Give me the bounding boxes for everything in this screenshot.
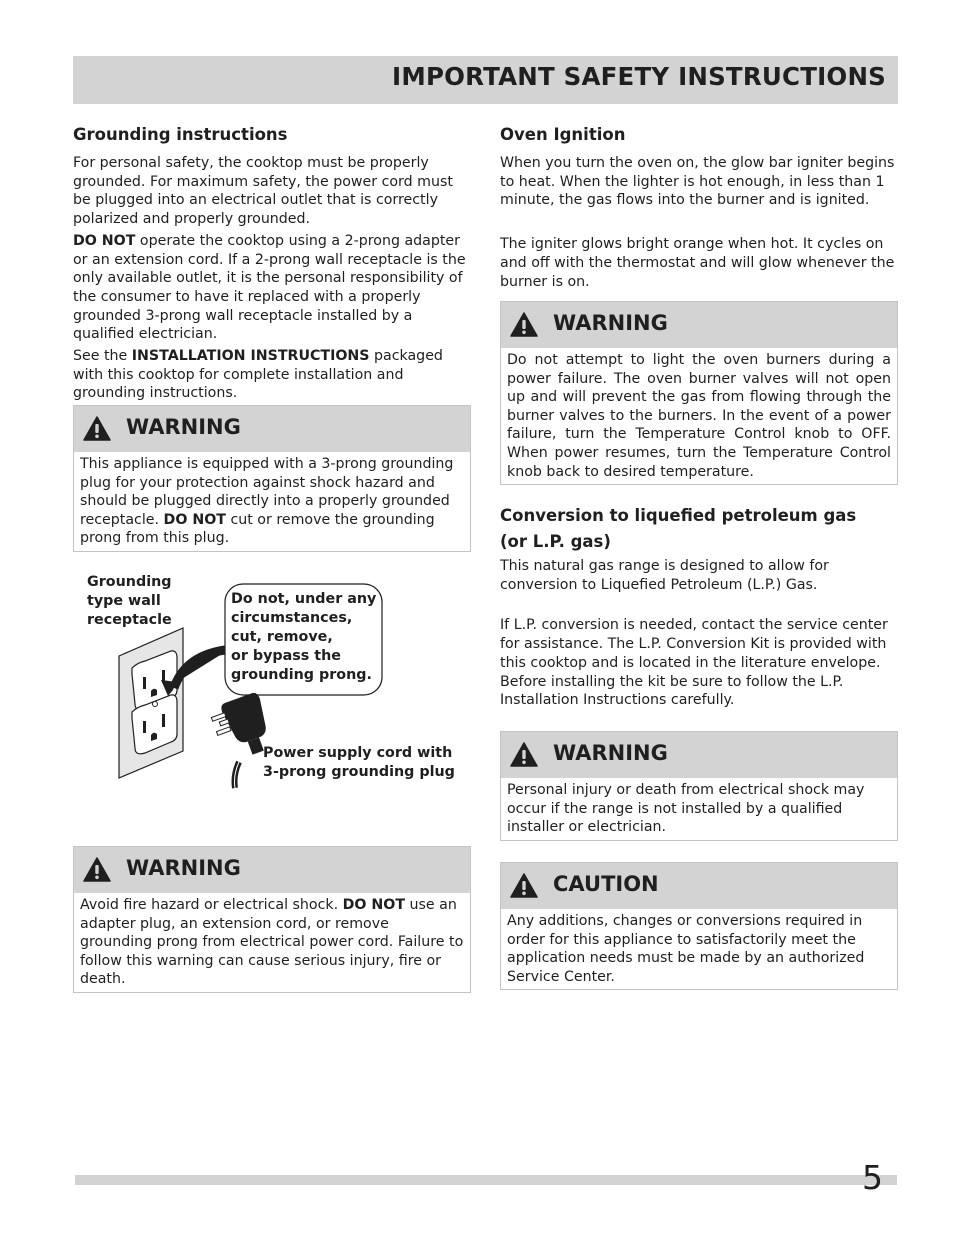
warning-header [74, 847, 470, 893]
warning-text-post: use an adapter plug, an extension cord, or remove grounding prong from electrical power cord. Failure to follow this warning can cause serious injury, fire or death. [80, 897, 464, 988]
caution-box [500, 862, 898, 990]
lp-heading-line: (or L.P. gas) [500, 532, 611, 551]
callout-line: or bypass the [231, 648, 341, 664]
warning-box-electrical-shock [500, 731, 898, 841]
caution-text: Any additions, changes or conversions required in order for this appliance to satisfactorily meet the application needs must be made by an authorized Service Center. [507, 913, 865, 985]
callout-text [231, 590, 376, 685]
grounding-paragraph-3-pre: See the [73, 348, 132, 365]
grounding-paragraph-3-text: packaged with this cooktop for complete installation and grounding instructions. [73, 348, 443, 402]
warning-triangle-icon [510, 873, 538, 898]
cord-label-line: Power supply cord with [263, 745, 453, 761]
grounding-diagram [73, 570, 473, 795]
warning-header [74, 406, 470, 452]
receptacle-label-line: receptacle [87, 612, 172, 628]
warning-box-fire-hazard [73, 846, 471, 993]
header-bar [73, 56, 898, 104]
oven-ignition-paragraph-1: When you turn the oven on, the glow bar igniter begins to heat. When the lighter is hot enough, in less than 1 minute, the gas flows into the burner and is ignited. [500, 155, 895, 209]
grounding-paragraph-1: For personal safety, the cooktop must be properly grounded. For maximum safety, the power cord must be plugged into an electrical outlet that is correctly polarized and properly grounded. [73, 155, 453, 228]
warning-title: WARNING [553, 741, 668, 765]
warning-triangle-icon [83, 857, 111, 882]
warning-header [501, 302, 897, 348]
warning-text-post: cut or remove the grounding prong from this plug. [80, 511, 435, 547]
lp-conversion-paragraph-2: If L.P. conversion is needed, contact the service center for assistance. The L.P. Conversion Kit is provided with this cooktop and is located in the literature envelope. Before installing the kit be sure to follow the L.P. Installation Instructions carefully. [500, 617, 888, 709]
warning-title: WARNING [553, 311, 668, 335]
warning-title: WARNING [126, 415, 241, 439]
page-title: IMPORTANT SAFETY INSTRUCTIONS [392, 62, 886, 91]
warning-box-grounding-plug [73, 405, 471, 552]
lp-conversion-heading [500, 503, 898, 555]
do-not-emphasis: DO NOT [342, 897, 406, 913]
oven-ignition-heading: Oven Ignition [500, 125, 626, 144]
caution-header [501, 863, 897, 909]
grounding-paragraph-2 [73, 232, 471, 344]
do-not-emphasis: DO NOT [163, 511, 226, 528]
receptacle-label-line: Grounding [87, 574, 172, 590]
warning-body [501, 778, 897, 840]
receptacle-label-line: type wall [87, 593, 161, 609]
lp-heading-line: Conversion to liquefied petroleum gas [500, 506, 857, 525]
oven-ignition-paragraph-2: The igniter glows bright orange when hot. It cycles on and off with the thermostat and will glow whenever the burner is on. [500, 236, 895, 290]
warning-text: Personal injury or death from electrical shock may occur if the range is not installed by a qualified installer or electrician. [507, 782, 865, 836]
warning-title: WARNING [126, 856, 241, 880]
warning-text [80, 455, 464, 548]
grounding-heading: Grounding instructions [73, 125, 288, 144]
lp-conversion-paragraph-1: This natural gas range is designed to allow for conversion to Liquefied Petroleum (L.P.) Gas. [500, 558, 829, 593]
right-column [500, 122, 898, 291]
caution-title: CAUTION [553, 872, 659, 896]
cord-label [263, 744, 455, 782]
page-number: 5 [862, 1158, 883, 1197]
warning-triangle-icon [510, 742, 538, 767]
lp-conversion-section [500, 503, 898, 710]
warning-text-pre: Avoid fire hazard or electrical shock. [80, 897, 343, 913]
callout-line: circumstances, [231, 610, 353, 626]
warning-box-power-failure [500, 301, 898, 485]
warning-text-pre: This appliance is equipped with a 3-prong grounding plug for your protection against shock hazard and should be plugged directly into a properly grounded receptacle. [80, 456, 454, 528]
callout-line: grounding prong. [231, 667, 372, 683]
warning-triangle-icon [83, 416, 111, 441]
caution-body [501, 909, 897, 989]
warning-triangle-icon [510, 312, 538, 337]
left-column [73, 122, 471, 403]
installation-instructions-emphasis: INSTALLATION INSTRUCTIONS [131, 348, 370, 365]
warning-body [501, 348, 897, 484]
do-not-emphasis: DO NOT [73, 232, 136, 249]
cord-label-line: 3-prong grounding plug [263, 764, 455, 780]
callout-line: cut, remove, [231, 629, 333, 645]
footer-bar [75, 1175, 897, 1185]
grounding-paragraph-3 [73, 347, 471, 403]
warning-text [80, 896, 464, 989]
warning-body [74, 452, 470, 551]
callout-line: Do not, under any [231, 591, 377, 607]
warning-text: Do not attempt to light the oven burners during a power failure. The oven burner valves will not open up and will prevent the gas from flowing through the burner valves to the burners. In the event of a power failure, turn the Temperature Control knob to OFF. When power resumes, turn the Temperature Control knob back to desired temperature. [507, 352, 891, 480]
warning-header [501, 732, 897, 778]
warning-body [74, 893, 470, 992]
grounding-paragraph-2-text: operate the cooktop using a 2-prong adapter or an extension cord. If a 2-prong wall receptacle is the only available outlet, it is the personal responsibility of the consumer to have it replaced with a properly grounded 3-prong wall receptacle installed by a qualified electrician. [73, 232, 466, 343]
